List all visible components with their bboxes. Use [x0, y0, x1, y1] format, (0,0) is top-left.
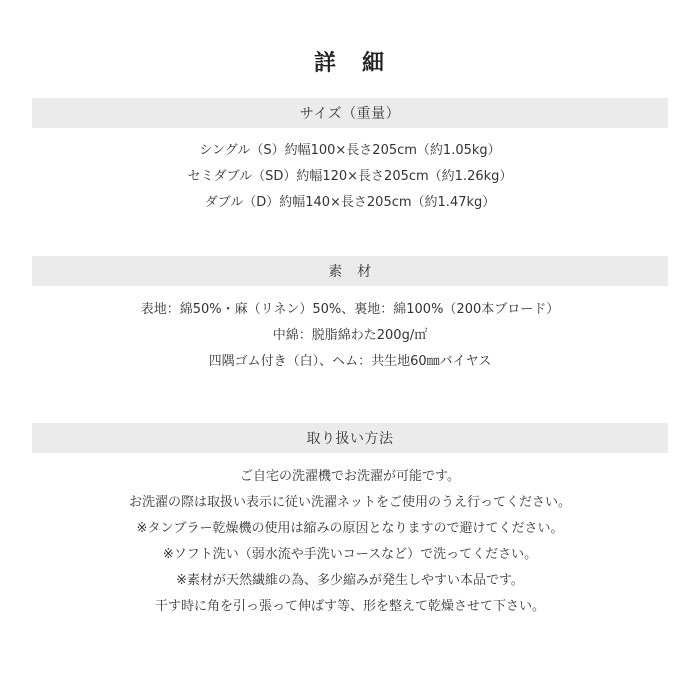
section-header-size — [32, 98, 668, 128]
section-header-material — [32, 256, 668, 286]
section-header-care-label: 取り扱い方法 — [306, 431, 394, 447]
care-line-5: ※素材が天然繊維の為、多少縮みが発生しやすい本品です。 — [176, 573, 524, 588]
care-line-1: ご自宅の洗濯機でお洗濯が可能です。 — [240, 469, 460, 484]
size-line-semi-double: セミダブル（SD）約幅120×長さ205cm（約1.26kg） — [187, 169, 513, 184]
care-line-2: お洗濯の際は取扱い表示に従い洗濯ネットをご使用のうえ行ってください。 — [128, 495, 571, 510]
care-line-4: ※ソフト洗い（弱水流や手洗いコースなど）で洗ってください。 — [162, 547, 538, 562]
section-body-size — [0, 138, 700, 216]
size-line-double: ダブル（D）約幅140×長さ205cm（約1.47kg） — [204, 195, 496, 210]
section-body-material — [0, 297, 700, 375]
material-line-filling: 中綿：脱脂綿わた200g/㎡ — [272, 328, 428, 343]
care-line-3: ※タンブラー乾燥機の使用は縮みの原因となりますので避けてください。 — [136, 521, 564, 536]
section-header-size-label: サイズ（重量） — [299, 106, 401, 122]
section-header-care — [32, 423, 668, 453]
page-title: 詳 細 — [313, 51, 386, 76]
care-line-6: 干す時に角を引っ張って伸ばす等、形を整えて乾燥させて下さい。 — [154, 599, 545, 614]
material-line-elastic: 四隅ゴム付き（白）、ヘム：共生地60㎜バイヤス — [208, 354, 492, 369]
section-body-care — [0, 464, 700, 620]
material-line-fabric: 表地：綿50%・麻（リネン）50%、裏地：綿100%（200本ブロード） — [140, 302, 560, 317]
section-header-material-label: 素 材 — [328, 264, 372, 280]
size-line-single: シングル（S）約幅100×長さ205cm（約1.05kg） — [199, 143, 501, 158]
